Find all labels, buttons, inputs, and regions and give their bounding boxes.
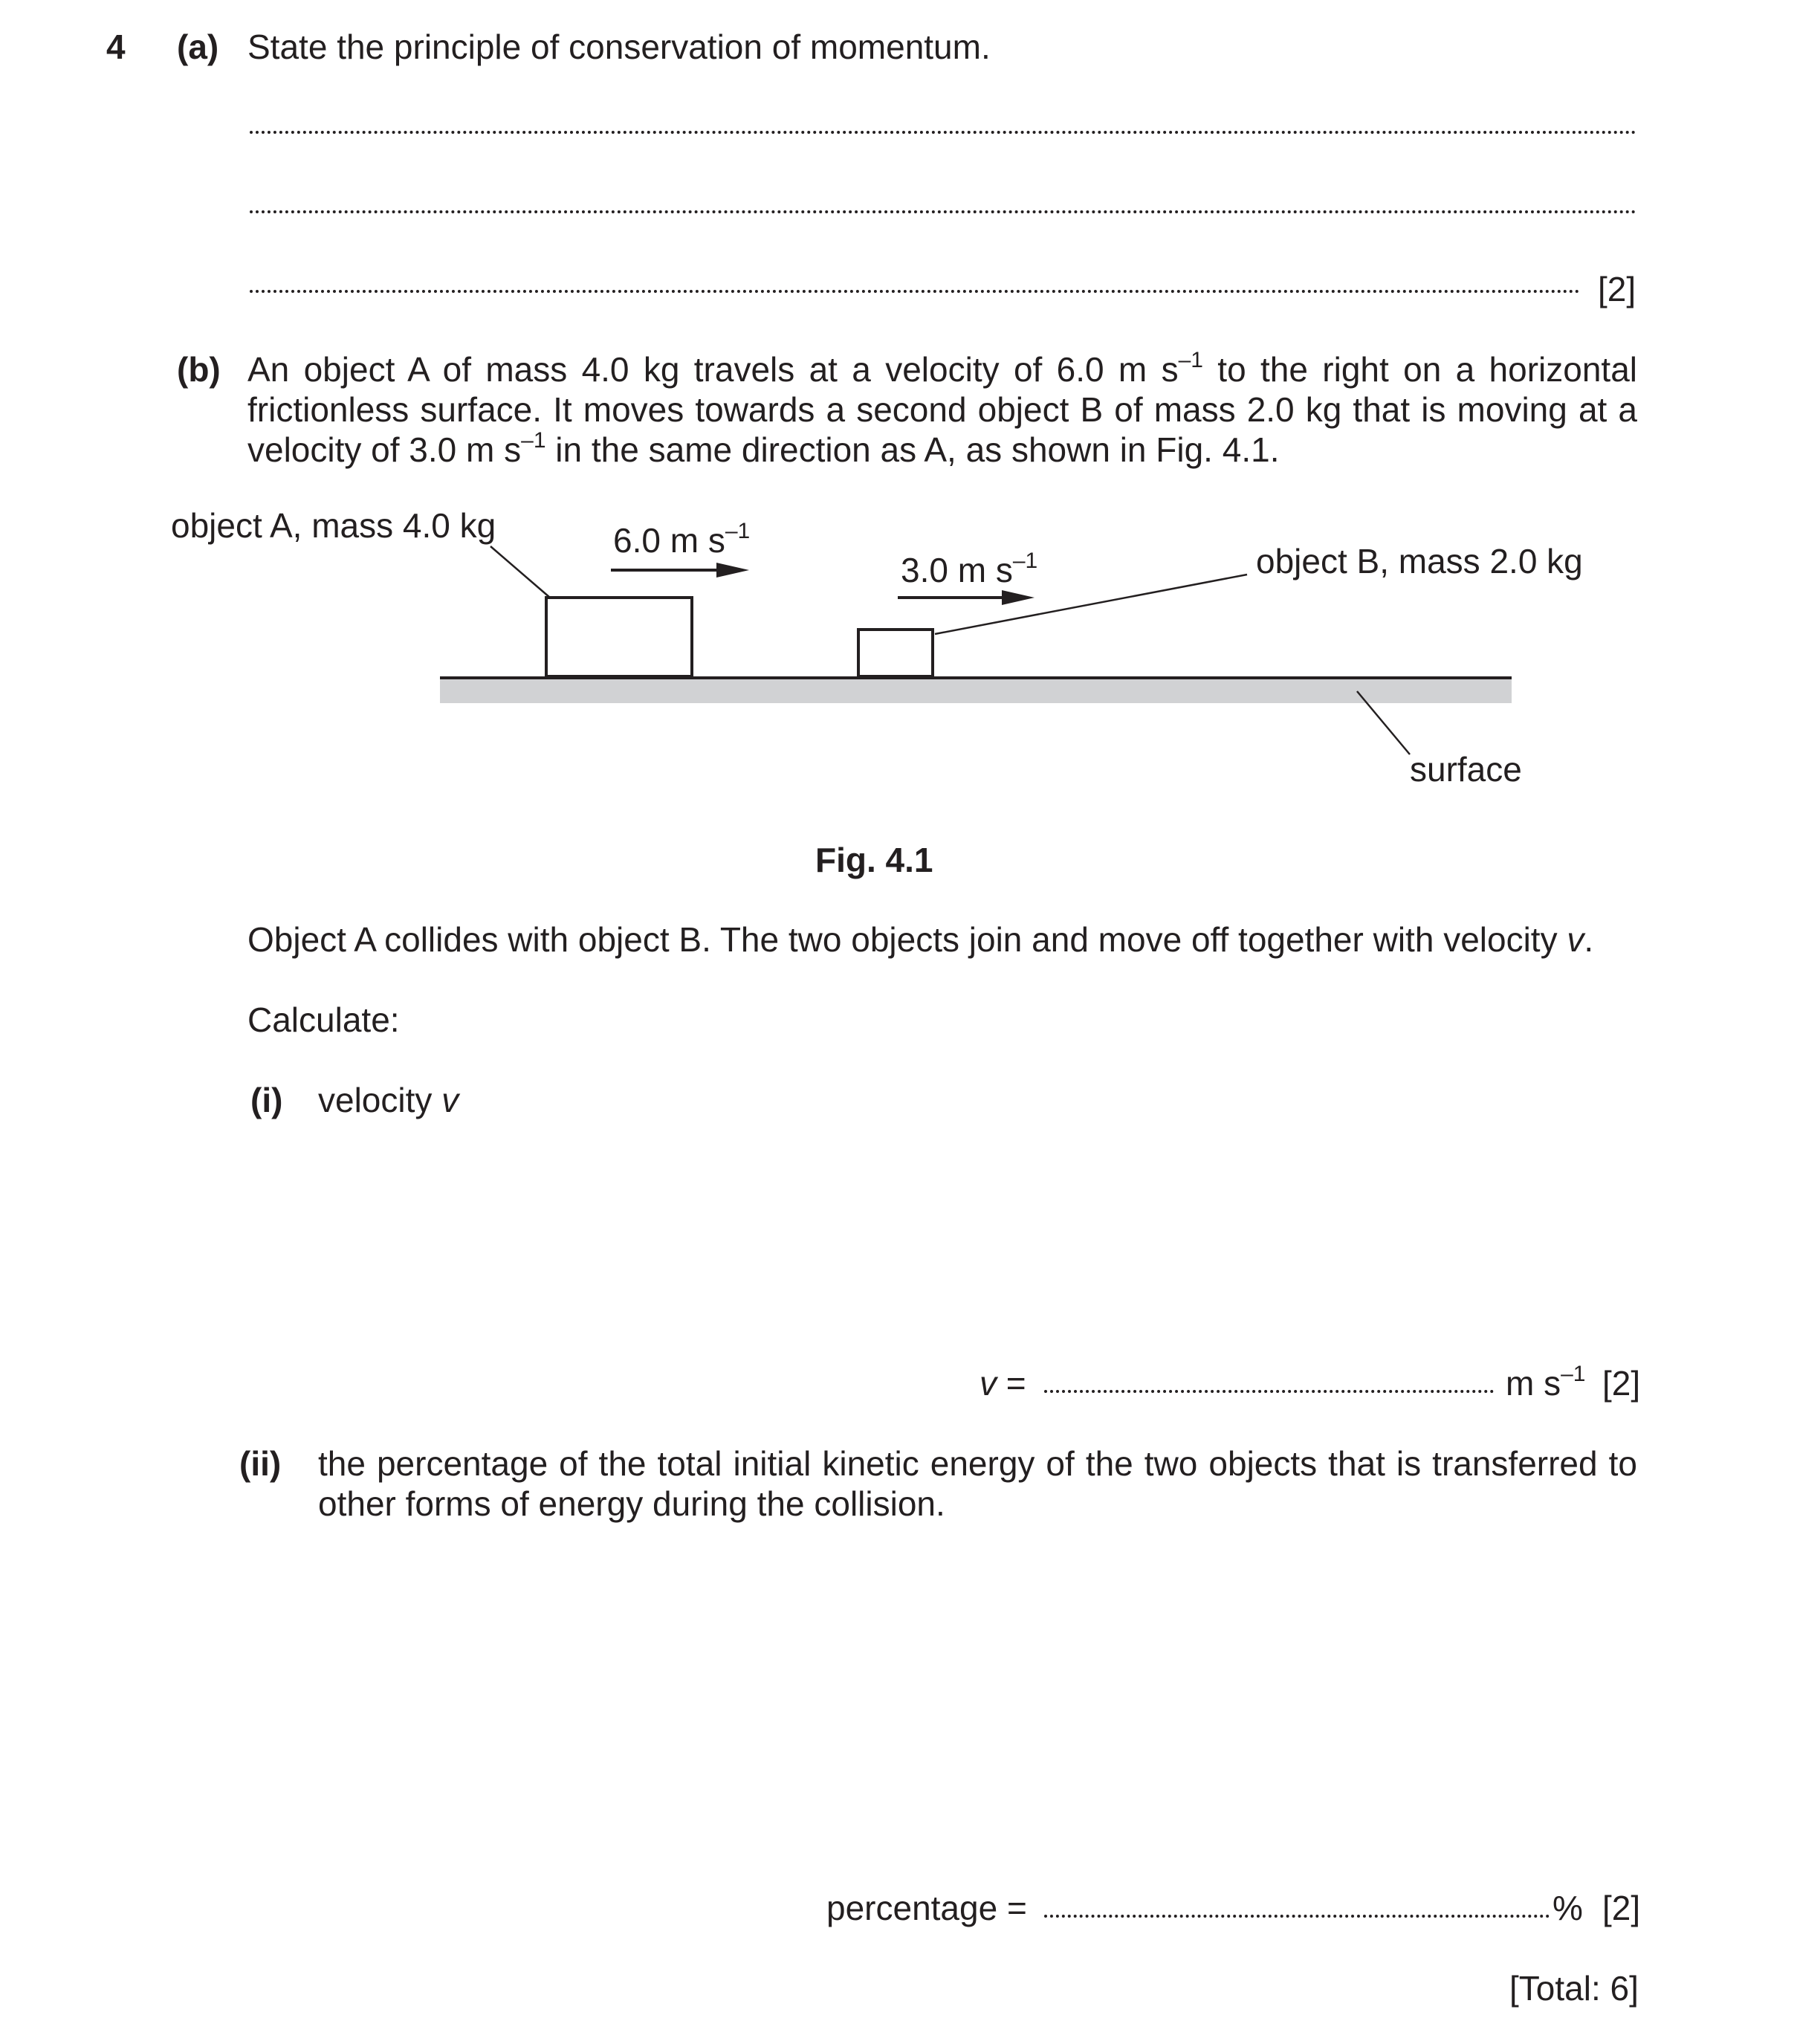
part-i-answer-line[interactable] (1044, 1390, 1494, 1393)
part-ii-unit: % (1552, 1889, 1583, 1927)
object-a-box (546, 598, 692, 676)
part-ii-line-2: other forms of energy during the collision. (318, 1484, 945, 1523)
part-ii-marks: [2] (1602, 1889, 1641, 1927)
part-b-line-1: An object A of mass 4.0 kg travels at a velocity of 6.0 m $s^{-1}$ to the right on a horizontal (247, 347, 1637, 389)
part-ii-answer-line[interactable] (1044, 1915, 1550, 1918)
object-a-leader-line (490, 546, 550, 598)
object-a-label: object A, mass 4.0 kg (171, 506, 496, 545)
question-number: 4 (106, 28, 126, 66)
part-a-marks: [2] (1598, 270, 1636, 308)
part-a-question: State the principle of conservation of momentum. (247, 28, 991, 66)
velocity-a-label: 6.0 m $s^{-1}$ (613, 518, 751, 560)
calculate-heading: Calculate: (247, 1000, 400, 1039)
part-i-unit: m $s^{-1}$ (1506, 1361, 1586, 1403)
part-i-question: velocity v (318, 1081, 459, 1119)
part-ii-line-1: the percentage of the total initial kinetic energy of the two objects that is transferred to (318, 1444, 1637, 1483)
part-i-marks: [2] (1602, 1364, 1641, 1403)
figure-caption: Fig. 4.1 (815, 841, 933, 879)
velocity-a-arrow-head (716, 563, 749, 578)
part-ii-label: (ii) (239, 1444, 282, 1483)
surface-label: surface (1410, 750, 1522, 789)
part-a-label: (a) (177, 28, 219, 66)
figure-4-1 (0, 0, 1797, 892)
part-b-label: (b) (177, 350, 221, 389)
part-i-answer-label: v = (980, 1364, 1026, 1403)
surface-shading (440, 678, 1512, 703)
part-b-line-3: velocity of 3.0 m $s^{-1}$ in the same direction as A, as shown in Fig. 4.1. (247, 427, 1280, 469)
velocity-b-label: 3.0 m $s^{-1}$ (901, 548, 1038, 589)
part-b-line-2: frictionless surface. It moves towards a second object B of mass 2.0 kg that is moving at a (247, 390, 1637, 429)
object-b-box (858, 630, 933, 676)
total-marks: [Total: 6] (1509, 1969, 1639, 2008)
collision-statement: Object A collides with object B. The two objects join and move off together with velocity v. (247, 920, 1594, 959)
velocity-b-arrow-head (1002, 590, 1035, 605)
part-i-label: (i) (250, 1081, 283, 1119)
object-b-label: object B, mass 2.0 kg (1256, 542, 1583, 580)
part-ii-answer-label: percentage = (826, 1889, 1027, 1927)
